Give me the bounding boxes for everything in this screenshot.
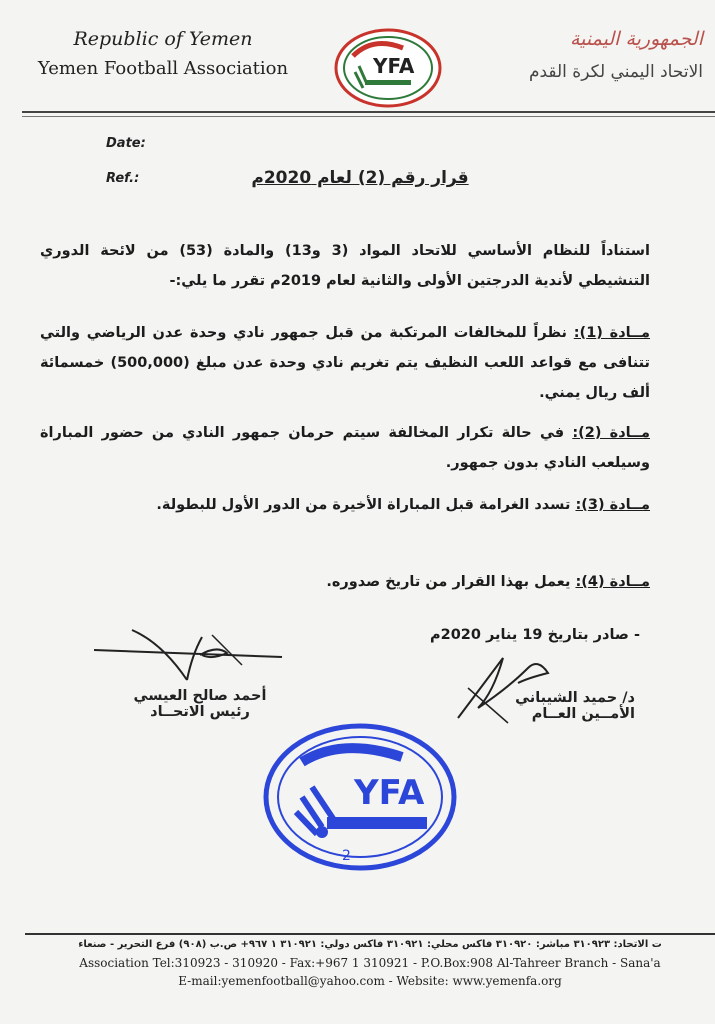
article-4 <box>40 567 650 597</box>
header-country-en: Republic of Yemen <box>73 28 253 50</box>
header-arabic <box>473 28 703 82</box>
article-2 <box>40 418 650 478</box>
article-4-label: مــادة (4): <box>575 574 650 590</box>
article-3-label: مــادة (3): <box>575 497 650 513</box>
article-3 <box>40 490 650 520</box>
header-country-ar: الجمهورية اليمنية <box>569 28 703 50</box>
header-association-ar: الاتحاد اليمني لكرة القدم <box>528 62 703 82</box>
article-4-text: يعمل بهذا القرار من تاريخ صدوره. <box>326 574 571 590</box>
footer-contact-ar: ت الاتحاد: ٣١٠٩٢٣ مباشر: ٣١٠٩٢٠ فاكس محلي: ٣١٠٩٢١ فاكس دولي: ٣١٠٩٢١ ١ ٩٦٧+ ص.ب (٩٠٨) فرع التحرير - صنعاء <box>78 939 662 950</box>
preamble: استناداً للنظام الأساسي للاتحاد المواد (3 و13) والمادة (53) من لائحة الدوري التنشيطي لأندية الدرجتين الأولى والثانية لعام 2019م تقرر ما يلي:- <box>40 243 650 289</box>
footer-email-website: E-mail:yemenfootball@yahoo.com - Website: www.yemenfa.org <box>178 974 562 988</box>
president-name: أحمد صالح العيسي <box>133 688 267 704</box>
ref-label: Ref.: <box>106 171 140 186</box>
date-label: Date: <box>106 136 146 151</box>
footer-contact-en: Association Tel:310923 - 310920 - Fax:+967 1 310921 - P.O.Box:908 Al-Tahreer Branch - Sana'a <box>79 956 661 970</box>
decision-title: قرار رقم (2) لعام 2020م <box>251 168 469 188</box>
article-1-text: نظراً للمخالفات المرتكبة من قبل جمهور نادي وحدة عدن الرياضي والتي تتنافى مع قواعد اللعب النظيف يتم تغريم نادي وحدة عدن مبلغ (500,000) خمسمائة ألف ريال يمني. <box>40 325 650 401</box>
article-2-label: مــادة (2): <box>572 425 650 441</box>
header-divider <box>22 111 715 113</box>
header-english <box>28 28 298 79</box>
logo-text: YFA <box>373 54 415 78</box>
secretary-title: الأمــين العــام <box>531 706 635 722</box>
president-title: رئيس الاتحــاد <box>150 704 250 720</box>
secretary-block <box>495 690 635 722</box>
article-1-label: مــادة (1): <box>573 325 650 341</box>
stamp-number: 2 <box>342 848 351 864</box>
article-2-text: في حالة تكرار المخالفة سيتم حرمان جمهور النادي من حضور المباراة وسيلعب النادي بدون جمهور. <box>40 425 650 471</box>
yfa-logo <box>333 28 443 108</box>
header-divider-thin <box>22 116 715 117</box>
header-association-en: Yemen Football Association <box>37 58 289 79</box>
president-block <box>120 688 280 720</box>
president-signature <box>92 625 292 685</box>
article-3-text: تسدد الغرامة قبل المباراة الأخيرة من الدور الأول للبطولة. <box>156 497 571 513</box>
footer-divider <box>25 933 715 935</box>
stamp-logo-text: YFA <box>354 773 425 813</box>
secretary-name: د/ حميد الشيباني <box>515 690 635 706</box>
official-stamp <box>262 722 458 872</box>
article-1 <box>40 318 650 408</box>
issue-date: - صادر بتاريخ 19 يناير 2020م <box>429 627 640 643</box>
